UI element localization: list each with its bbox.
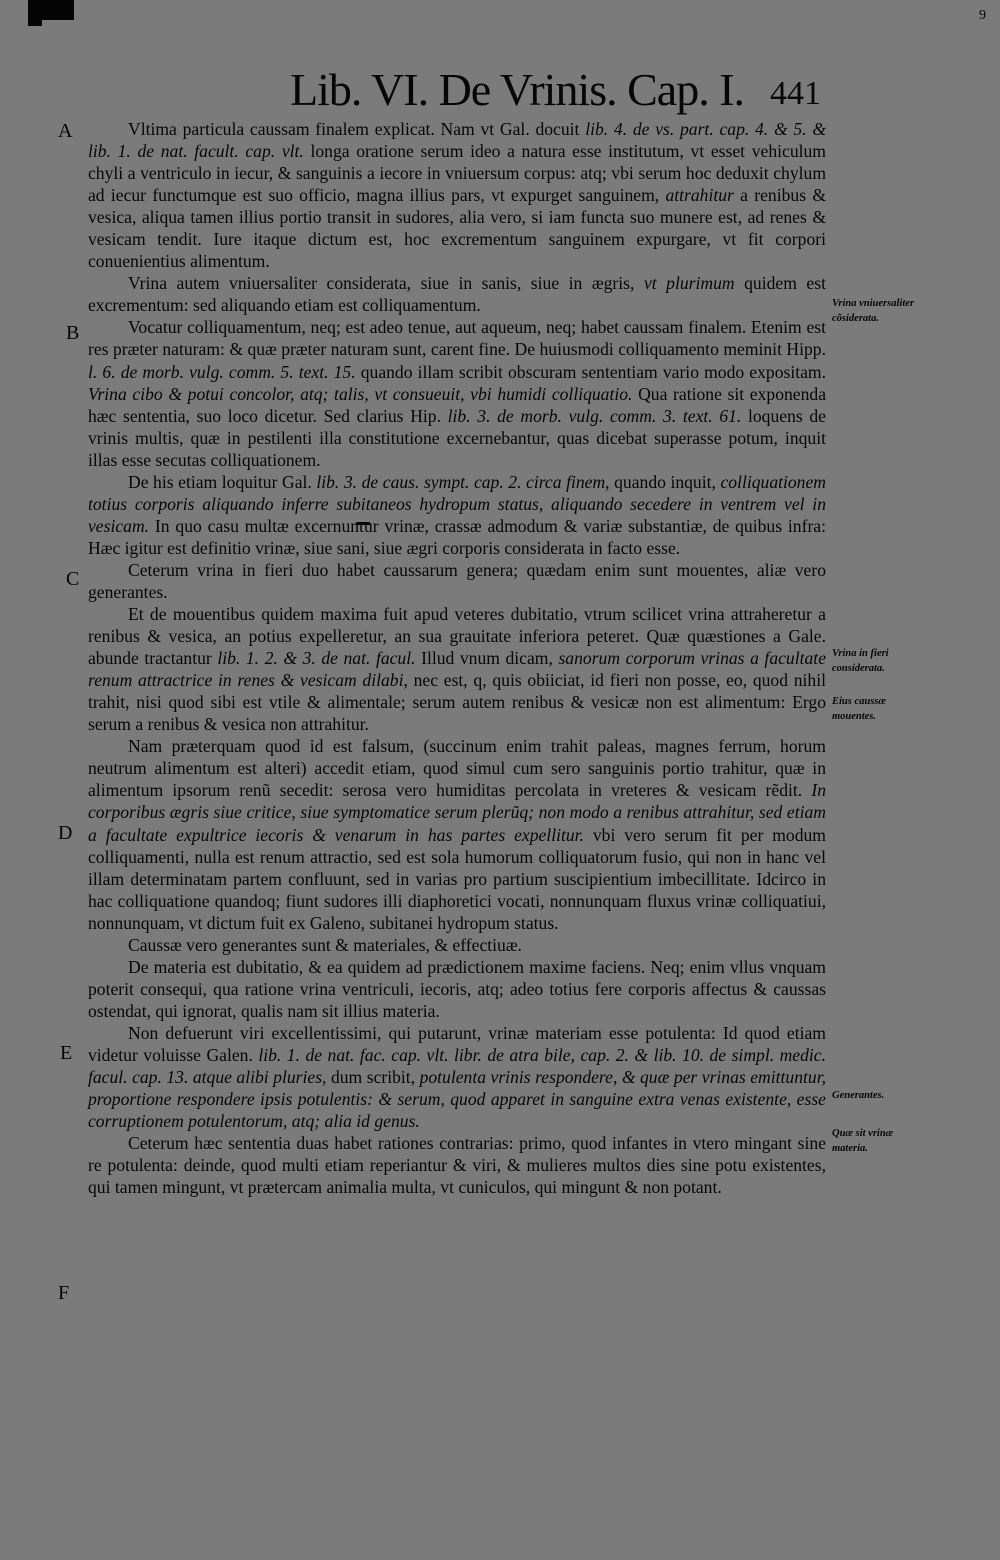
body-text: Vocatur colliquamentum, neq; est adeo tenue, aut aqueum, neq; habet caussam finalem. Etenim est res præter naturam: & quæ præter naturam sunt, carent fine. De huiusmodi colliquamento meminit Hipp.	[88, 317, 826, 360]
section-letter-b: B	[66, 322, 80, 344]
paragraph	[88, 956, 826, 1022]
paragraph	[88, 118, 826, 272]
paragraph	[88, 603, 826, 735]
body-text: Ceterum vrina in fieri duo habet caussarum genera; quædam enim sunt mouentes, aliæ vero generantes.	[88, 559, 826, 602]
main-text	[88, 118, 826, 1198]
margin-note-caussae-mouentes: Eius caussæ mouentes.	[832, 696, 886, 722]
citation-text: lib. 3. de morb. vulg. comm. 3. text. 61.	[447, 405, 742, 426]
citation-text: colliquationem totius corporis aliquando inferre subitaneos hydropum status, aliquando secedere in ventrem vel in vesicam.	[88, 471, 826, 536]
body-text: De his etiam loquitur Gal.	[128, 471, 317, 492]
section-letter-c: C	[66, 568, 80, 590]
citation-text: lib. 3. de caus. sympt. cap. 2. circa finem	[316, 471, 606, 492]
paragraph	[88, 735, 826, 933]
body-text: Caussæ vero generantes sunt & materiales, & effectiuæ.	[128, 934, 522, 955]
citation-text: lib. 4. de vs. part. cap. 4. & 5. & lib. 1. de nat. facult. cap. vlt.	[88, 119, 826, 162]
body-text: Ceterum hæc sententia duas habet rationes contrarias: primo, quod infantes in vtero mingant sine re potulenta: deinde, quod multi etiam reperiantur & viri, & mulieres multos dies sine potu existentes, qui tamen mingunt, vt prætercam animalia multa, vt cuniculos, qui mingunt & non potant.	[88, 1133, 826, 1198]
body-text: Vltima particula caussam finalem explicat. Nam vt Gal. docuit	[128, 119, 586, 139]
body-text: vbi vero serum fit per modum colliquamenti, nulla est renum attractio, sed est sola humorum colliquatorum fusio, qui non in hanc vel illam determinatam partem confluunt, sed in varias pro partium suscipientium imbecillitate. Idcirco in hac colliquatione quandoq; fiunt sudores illi diaphoretici vocati, nonnunquam fluxus vrinæ colliquatiui, nonnunquam, vt dictum fuit ex Galeno, subitanei hydropum status.	[88, 824, 826, 933]
paragraph	[88, 559, 826, 603]
citation-text: sanorum corporum vrinas a facultate renum attractrice in renes & vesicam dilabi	[88, 648, 826, 691]
body-text: quidem est excrementum: sed aliquando etiam est colliquamentum.	[88, 273, 826, 316]
paragraph	[88, 934, 826, 956]
body-text: longa oratione serum ideo a natura esse institutum, vt esset vehiculum chyli a ventriculo in iecur, & sanguinis a iecore in vniuersum corpus: atq; vbi serum hoc deduxit chylum ad iecur functumque est suo officio, magna illius pars, vt expurget sanguinem,	[88, 141, 826, 206]
paragraph	[88, 1022, 826, 1132]
citation-text: l. 6. de morb. vulg. comm. 5. text. 15.	[88, 361, 356, 382]
body-text: In quo casu multæ excernuntur vrinæ, crassæ admodum & variæ substantiæ, de quibus infra: Hæc igitur est definitio vrinæ, siue sani, siue ægri corporis considerata in facto esse.	[88, 515, 826, 558]
printer-mark-stem	[28, 0, 42, 26]
body-text: Vrina autem vniuersaliter considerata, siue in sanis, siue in ægris,	[128, 273, 644, 294]
body-text: , nec est, q, quis obiiciat, id fieri non posse, eo, quod nihil trahit, nisi quod sibi est vtile & alimentale; serum autem renibus & vesicæ non est alimentum: Ergo serum a renibus & vesica non attrahitur.	[88, 670, 826, 735]
body-text: Non defuerunt viri excellentissimi, qui putarunt, vrinæ materiam esse potulenta: Id quod etiam videtur voluisse Galen.	[88, 1022, 826, 1065]
margin-note-vrina-vniuersaliter: Vrina vniuersaliter cõsiderata.	[832, 298, 914, 324]
margin-note-vrinae-materia: Quæ sit vrinæ materia.	[832, 1128, 894, 1154]
running-title: Lib. VI. De Vrinis. Cap. I.	[290, 64, 745, 115]
section-letter-d: D	[58, 822, 73, 844]
citation-text: potulenta vrinis respondere, & quæ per vrinas emittuntur, proportione respondere ipsis potulentis: & serum, quod apparet in sanguine extra venas existente, esse corruptionem potulentorum, atq; alia id genus.	[88, 1067, 826, 1132]
body-text: , quando inquit,	[605, 471, 721, 492]
citation-text: attrahitur	[665, 185, 734, 206]
body-text: a renibus & vesica, aliqua tamen illius portio transit in sudores, alia vero, si iam functa suo munere est, ad renes & vesicam tendit. Iure itaque dictum est, hoc excrementum sanguinem expurgare, vt fit corpori conuenientius alimentum.	[88, 185, 827, 272]
citation-text: lib. 1. 2. & 3. de nat. facul.	[217, 648, 416, 669]
body-text: Qua ratione sit exponenda hæc sententia, suo loco dicetur. Sed clarius Hip.	[88, 383, 826, 426]
paragraph	[88, 272, 826, 316]
paragraph	[88, 316, 826, 470]
section-letter-a: A	[58, 120, 73, 142]
body-text: Nam præterquam quod id est falsum, (succinum enim trahit paleas, magnes ferrum, horum neutrum alimentum est alteri) accedit etiam, quod simul cum sero sanguinis portio trahitur, quæ in alimentum ipsorum renũ secedit: serosa vero humiditas percolata in vreteres & vesicam rẽdit.	[88, 736, 826, 801]
citation-text: lib. 1. de nat. fac. cap. vlt. libr. de atra bile, cap. 2. & lib. 10. de simpl. medic. facul. cap. 13. atque alibi pluries,	[88, 1044, 826, 1088]
citation-text: In corporibus ægris siue critice, siue symptomatice serum plerũq; non modo a renibus attrahitur, sed etiam a facultate expultrice iecoris & venarum in has partes expellitur.	[88, 780, 826, 845]
section-letter-e: E	[60, 1042, 73, 1064]
body-text: De materia est dubitatio, & ea quidem ad prædictionem maxime faciens. Neq; enim vllus vnquam poterit consequi, qua ratione vrina ventriculi, iecoris, atq; adeo totius fere corporis affectus & caussas ostendat, qui ignorat, qualis nam sit illius materia.	[88, 956, 826, 1021]
body-text: dum scribit,	[326, 1067, 420, 1088]
citation-text: vt plurimum	[643, 273, 735, 294]
body-text: quando illam scribit obscuram sententiam vario modo expositam.	[355, 361, 827, 382]
paragraph	[88, 471, 826, 559]
body-text: Et de mouentibus quidem maxima fuit apud veteres dubitatio, vtrum scilicet vrina attraheretur a renibus & vesica, an potius expelleretur, an sua grauitate inferiora peteret. Quæ quæstiones a Gale. abunde tractantur	[88, 604, 826, 669]
body-text: loquens de vrinis multis, quæ in pestilenti illa constitutione excernebantur, quas dicebat superasse potum, inquit illas esse secutas colliquationem.	[88, 405, 826, 470]
section-letter-f: F	[58, 1282, 70, 1304]
corner-mark: 9	[979, 8, 986, 23]
citation-text: Vrina cibo & potui concolor, atq; talis, vt consueuit, vbi humidi colliquatio.	[88, 383, 633, 404]
paragraph	[88, 1132, 826, 1198]
margin-note-vrina-in-fieri: Vrina in fieri considerata.	[832, 648, 889, 674]
page-number: 441	[770, 75, 821, 112]
margin-note-generantes: Generantes.	[832, 1090, 885, 1101]
body-text: Illud vnum dicam,	[415, 648, 559, 669]
